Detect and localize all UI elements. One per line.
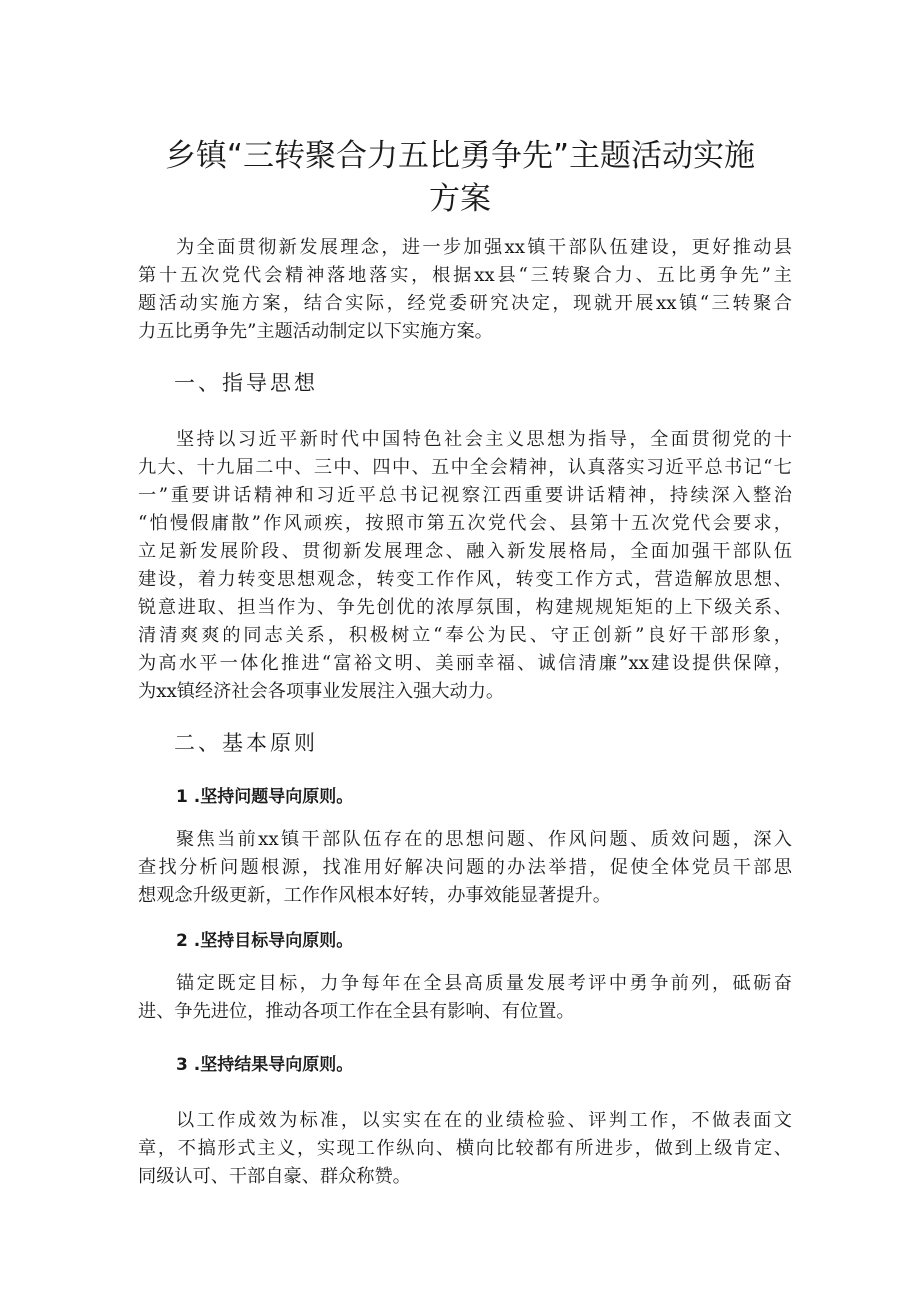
- paragraph-line: 为xx镇经济社会各项事业发展注入强大动力。: [138, 681, 505, 702]
- subheading-result-oriented: 3 .坚持结果导向原则。: [176, 1055, 354, 1075]
- paragraph-line: 以工作成效为标准，以实实在在的业绩检验、评判工作，不做表面文: [176, 1110, 792, 1131]
- paragraph-line: 为高水平一体化推进“富裕文明、美丽幸福、诚信清廉”xx建设提供保障，: [138, 653, 792, 674]
- paragraph-line: 锐意进取、担当作为、争先创优的浓厚氛围，构建规规矩矩的上下级关系、: [138, 597, 792, 618]
- subheading-goal-oriented: 2 .坚持目标导向原则。: [176, 931, 354, 951]
- intro-line: 力五比勇争先”主题活动制定以下实施方案。: [138, 321, 493, 342]
- paragraph-line: 九大、十九届二中、三中、四中、五中全会精神，认真落实习近平总书记“七: [138, 457, 792, 478]
- paragraph-line: 一”重要讲话精神和习近平总书记视察江西重要讲话精神，持续深入整治: [138, 485, 792, 506]
- paragraph-line: “怕慢假庸散”作风顽疾，按照市第五次党代会、县第十五次党代会要求，: [138, 513, 792, 534]
- document-title-line-1: 乡镇“三转聚合力五比勇争先”主题活动实施: [164, 138, 756, 174]
- intro-line: 第十五次党代会精神落地落实，根据xx县“三转聚合力、五比勇争先”主: [138, 265, 792, 286]
- paragraph-line: 查找分析问题根源，找准用好解决问题的办法举措，促使全体党员干部思: [138, 857, 792, 878]
- intro-line: 题活动实施方案，结合实际，经党委研究决定，现就开展xx镇“三转聚合: [138, 293, 792, 314]
- section-heading-guiding-ideology: 一、指导思想: [174, 371, 318, 395]
- paragraph-line: 立足新发展阶段、贯彻新发展理念、融入新发展格局，全面加强干部队伍: [138, 541, 792, 562]
- paragraph-line: 想观念升级更新，工作作风根本好转，办事效能显著提升。: [138, 885, 611, 906]
- paragraph-line: 进、争先进位，推动各项工作在全县有影响、有位置。: [138, 1001, 575, 1022]
- paragraph-line: 聚焦当前xx镇干部队伍存在的思想问题、作风问题、质效问题，深入: [176, 829, 792, 850]
- paragraph-line: 锚定既定目标，力争每年在全县高质量发展考评中勇争前列，砥砺奋: [176, 973, 792, 994]
- section-heading-basic-principles: 二、基本原则: [174, 731, 318, 755]
- paragraph-line: 清清爽爽的同志关系，积极树立“奉公为民、守正创新”良好干部形象，: [138, 625, 792, 646]
- intro-line: 为全面贯彻新发展理念，进一步加强xx镇干部队伍建设，更好推动县: [176, 237, 792, 258]
- paragraph-line: 建设，着力转变思想观念，转变工作作风，转变工作方式，营造解放思想、: [138, 569, 792, 590]
- paragraph-line: 同级认可、干部自豪、群众称赞。: [138, 1166, 411, 1187]
- paragraph-line: 坚持以习近平新时代中国特色社会主义思想为指导，全面贯彻党的十: [176, 429, 792, 450]
- subheading-problem-oriented: 1 .坚持问题导向原则。: [176, 787, 354, 807]
- paragraph-line: 章，不搞形式主义，实现工作纵向、横向比较都有所进步，做到上级肯定、: [138, 1138, 792, 1159]
- document-title-line-2: 方案: [429, 181, 491, 217]
